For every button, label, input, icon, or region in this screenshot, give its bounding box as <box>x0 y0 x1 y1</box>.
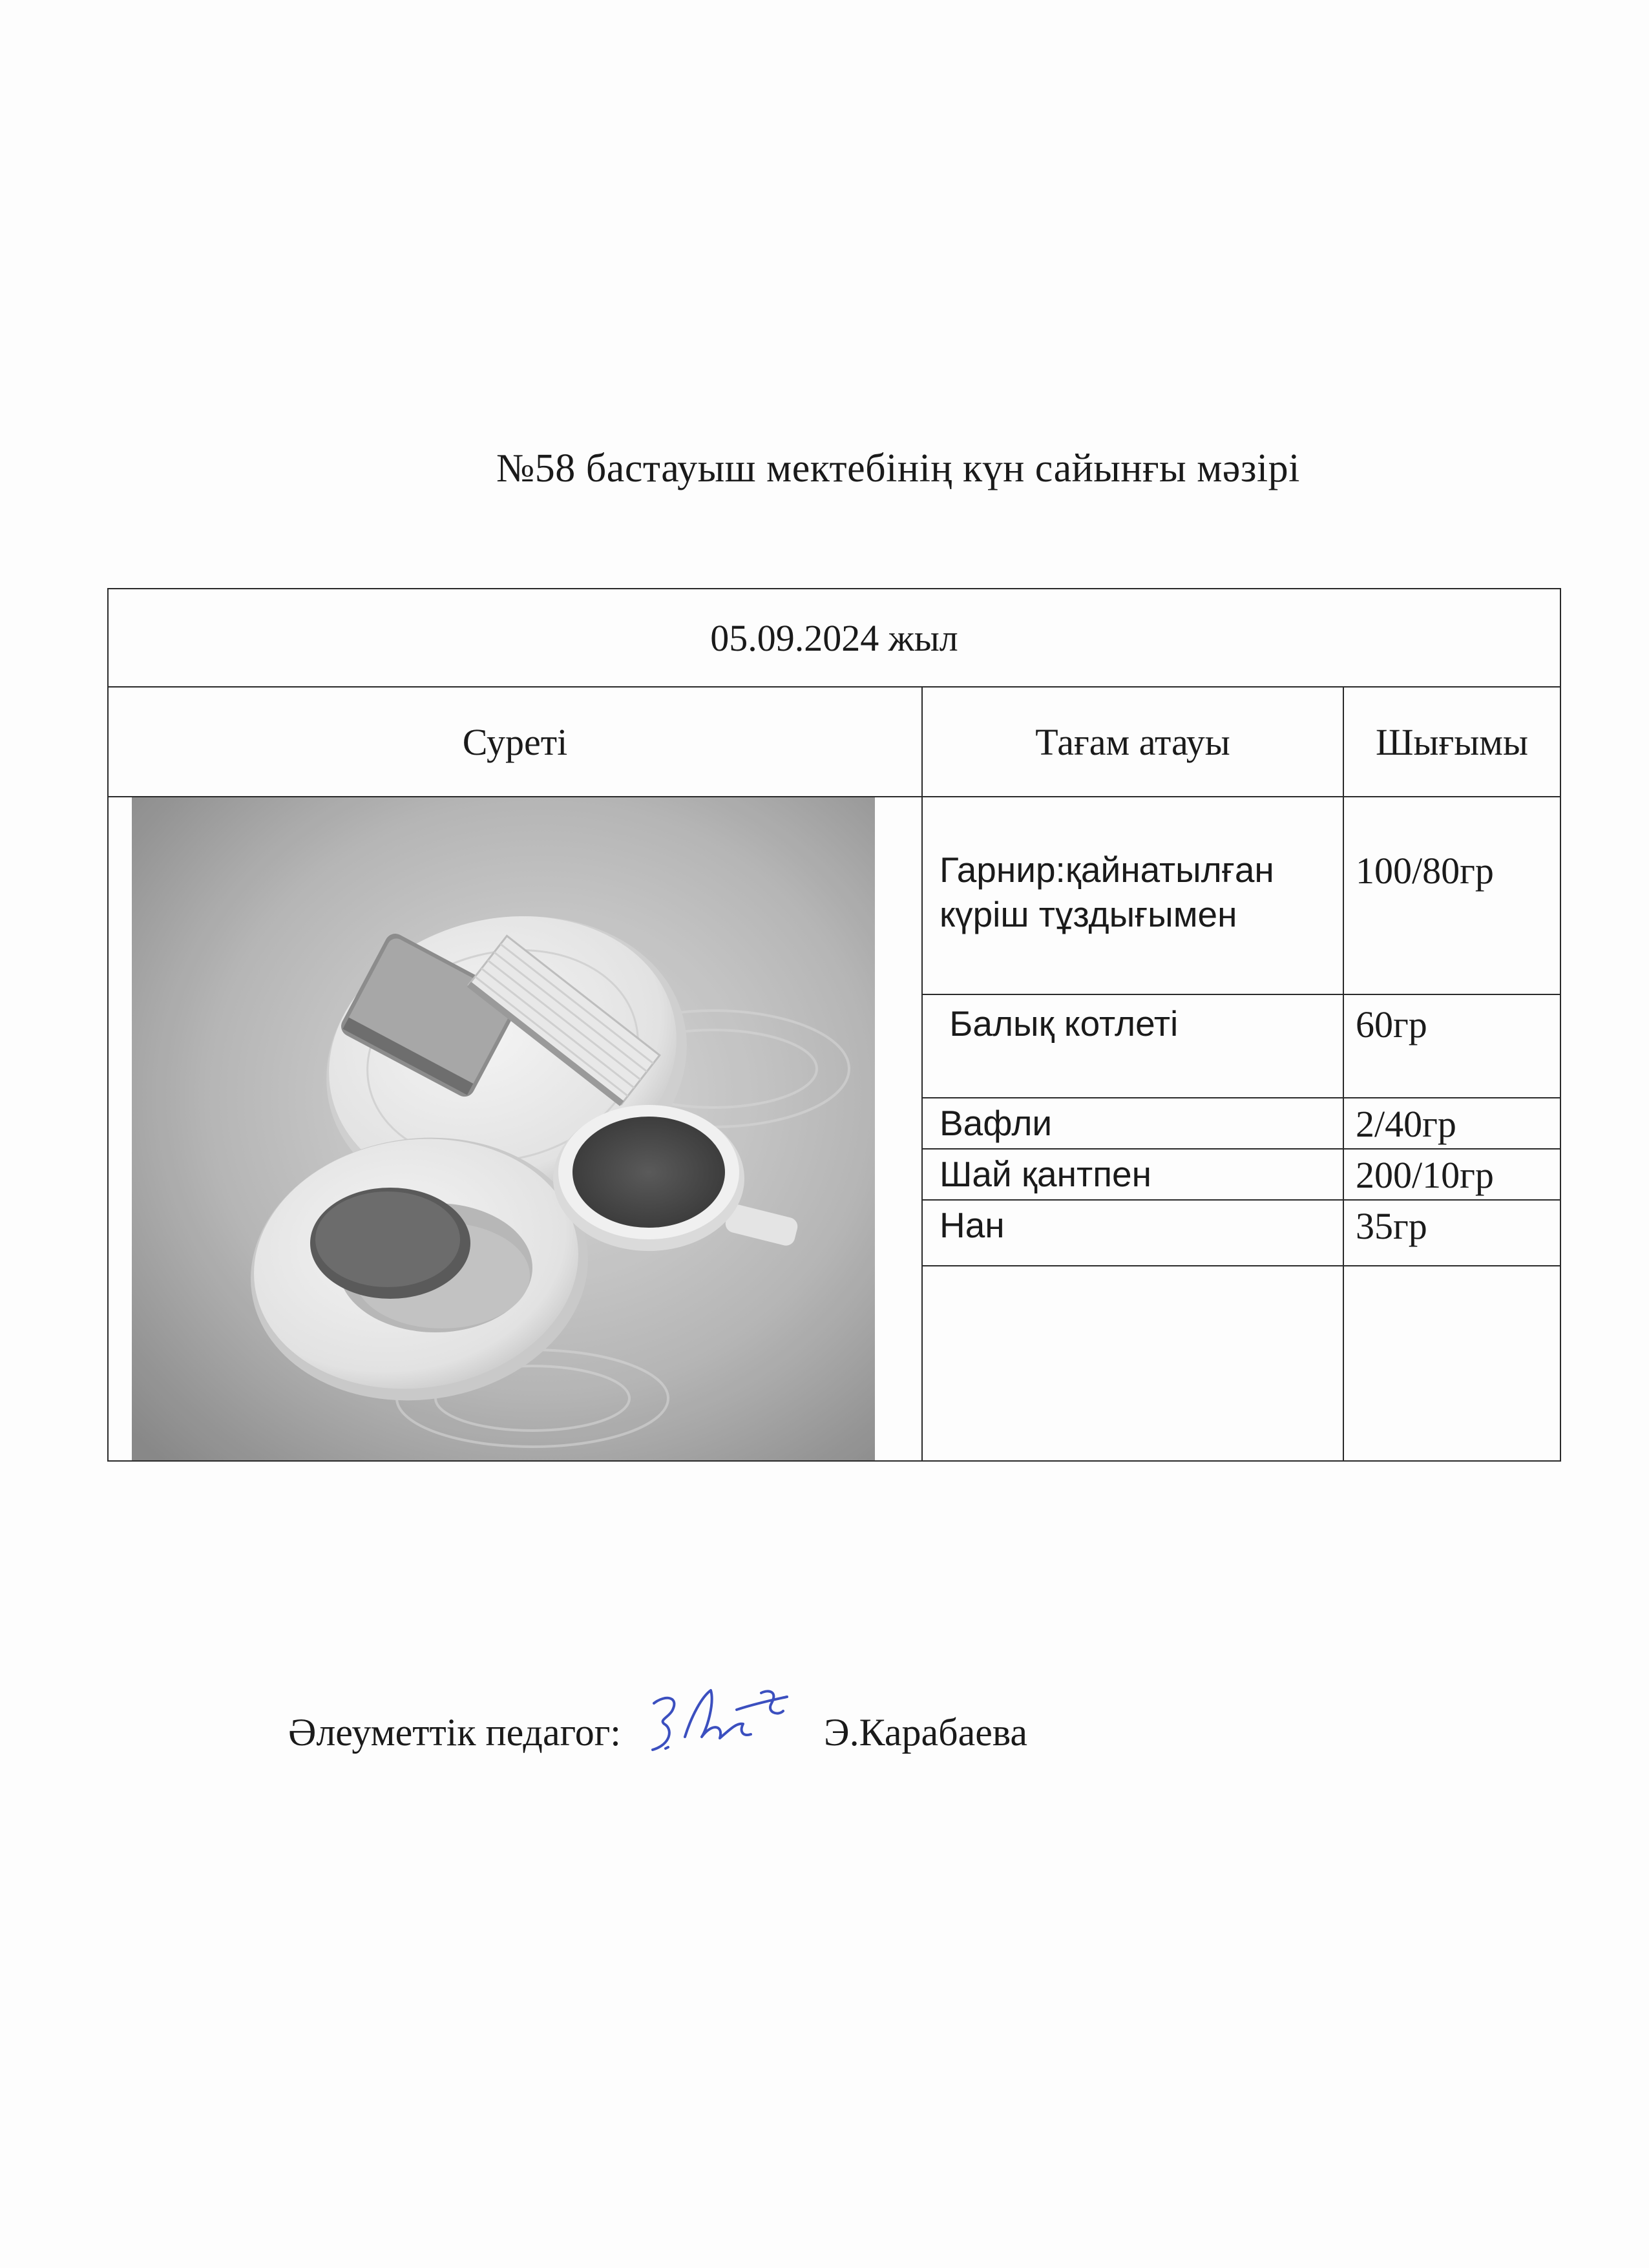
dish-yield: 60гр <box>1343 994 1560 1098</box>
table-row <box>108 797 1560 994</box>
dish-yield: 35гр <box>1343 1200 1560 1266</box>
dish-yield: 100/80гр <box>1343 797 1560 994</box>
food-photo-cell <box>108 797 922 1461</box>
dish-yield: 200/10гр <box>1343 1149 1560 1200</box>
food-photo <box>132 797 875 1460</box>
dish-yield: 2/40гр <box>1343 1098 1560 1149</box>
page-title: №58 бастауыш мектебінің күн сайынғы мәзірі <box>496 446 1300 490</box>
dish-name: Шай қантпен <box>922 1149 1343 1200</box>
dish-name: Балық котлеті <box>922 994 1343 1098</box>
header-photo: Суреті <box>108 687 922 797</box>
dish-yield <box>1343 1266 1560 1461</box>
signature-role: Әлеуметтік педагог: <box>288 1710 621 1754</box>
signature-name: Э.Карабаева <box>823 1710 1028 1754</box>
header-dish-name: Тағам атауы <box>922 687 1343 797</box>
dish-name: Нан <box>922 1200 1343 1266</box>
dish-name: Вафли <box>922 1098 1343 1149</box>
handwritten-signature <box>640 1677 795 1761</box>
signature-line <box>288 1690 1027 1774</box>
menu-table <box>107 588 1561 1462</box>
dish-name: Гарнир:қайнатылған күріш тұздығымен <box>922 797 1343 994</box>
dish-name <box>922 1266 1343 1461</box>
header-yield: Шығымы <box>1343 687 1560 797</box>
menu-date: 05.09.2024 жыл <box>108 589 1560 687</box>
